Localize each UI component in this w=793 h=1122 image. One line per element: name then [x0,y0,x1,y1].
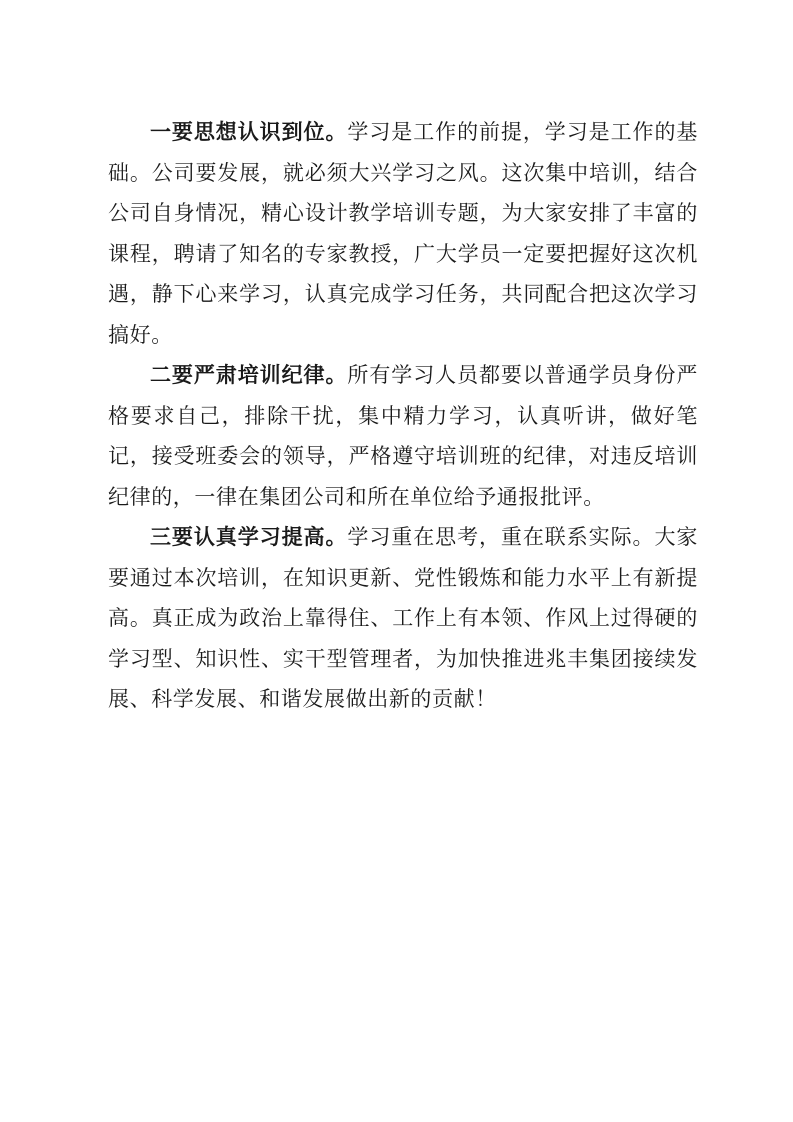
document-body [108,112,698,720]
paragraph-thinking [108,112,698,355]
paragraph-heading: 一要思想认识到位。 [150,120,348,144]
paragraph-text: 学习重在思考，重在联系实际。大家要通过本次培训，在知识更新、党性锻炼和能力水平上有新提高。真正成为政治上靠得住、工作上有本领、作风上过得硬的学习型、知识性、实干型管理者，为加快推进兆丰集团接续发展、科学发展、和谐发展做出新的贡献！ [108,525,698,711]
paragraph-improvement [108,517,698,720]
paragraph-heading: 三要认真学习提高。 [150,525,348,549]
paragraph-text: 学习是工作的前提，学习是工作的基础。公司要发展，就必须大兴学习之风。这次集中培训，结合公司自身情况，精心设计教学培训专题，为大家安排了丰富的课程，聘请了知名的专家教授，广大学员一定要把握好这次机遇，静下心来学习，认真完成学习任务，共同配合把这次学习搞好。 [108,120,698,347]
paragraph-heading: 二要严肃培训纪律。 [150,363,348,387]
paragraph-discipline [108,355,698,517]
paragraph-text: 所有学习人员都要以普通学员身份严格要求自己，排除干扰，集中精力学习，认真听讲，做好笔记，接受班委会的领导，严格遵守培训班的纪律，对违反培训纪律的，一律在集团公司和所在单位给予通报批评。 [108,363,698,509]
